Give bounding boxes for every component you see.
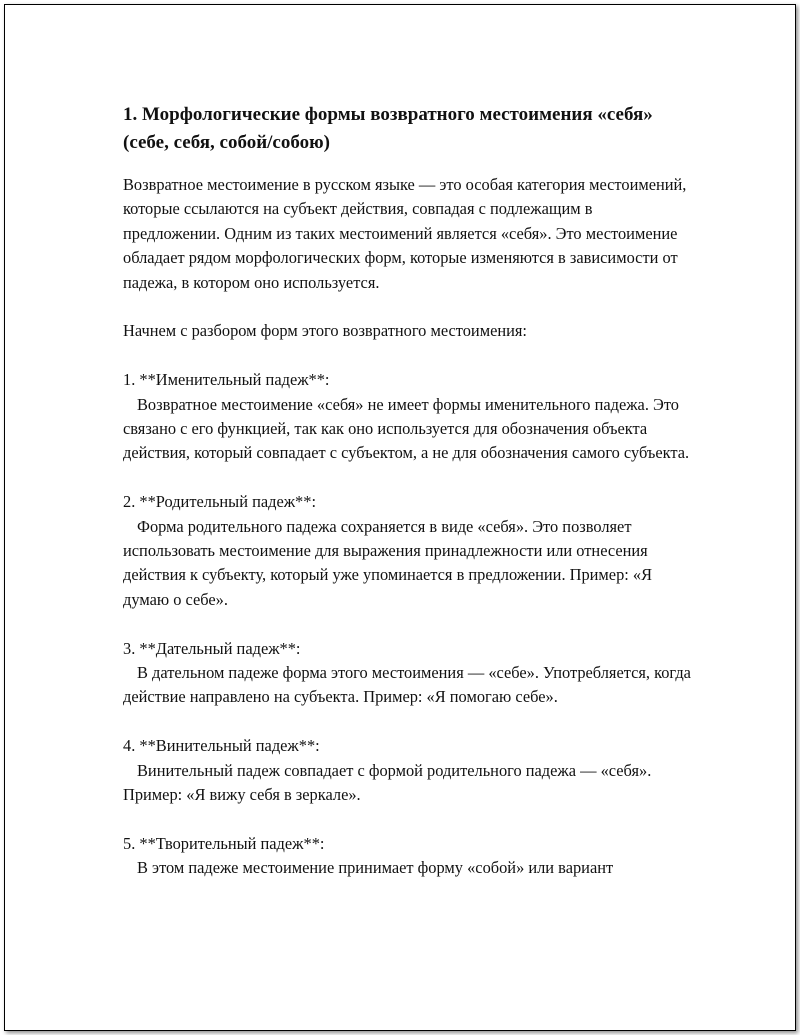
case-item — [123, 734, 693, 807]
intro-paragraph: Возвратное местоимение в русском языке — это особая категория местоимений, которые ссылаются на субъект действия, совпадая с подлежащим в предложении. Одним из таких местоимений является «себя». Это местоимение обладает рядом морфологических форм, которые изменяются в зависимости от падежа, в котором оно используется. — [123, 175, 687, 292]
case-item — [123, 368, 693, 466]
case-heading: 5. **Творительный падеж**: — [123, 833, 325, 853]
case-item — [123, 832, 693, 881]
case-item — [123, 490, 693, 612]
lead-paragraph: Начнем с разбором форм этого возвратного местоимения: — [123, 321, 527, 341]
case-text: В этом падеже местоимение принимает форму «собой» или вариант — [137, 858, 614, 878]
case-heading: 3. **Дательный падеж**: — [123, 638, 301, 658]
case-heading: 2. **Родительный падеж**: — [123, 492, 316, 512]
document-content — [123, 101, 693, 881]
case-text: Форма родительного падежа сохраняется в виде «себя». Это позволяет использовать местоимение для выражения принадлежности или отнесения действия к субъекту, который уже упоминается в предложении. Пример: «Я думаю о себе». — [123, 516, 653, 609]
case-heading: 4. **Винительный падеж**: — [123, 736, 320, 756]
section-title: 1. Морфологические формы возвратного местоимения «себя» (себе, себя, собой/собою) — [123, 104, 653, 153]
case-item — [123, 637, 693, 710]
document-page — [4, 4, 796, 1031]
case-text: В дательном падеже форма этого местоимения — «себе». Употребляется, когда действие направлено на субъекта. Пример: «Я помогаю себе». — [123, 663, 691, 707]
case-text: Возвратное местоимение «себя» не имеет формы именительного падежа. Это связано с его функцией, так как оно используется для обозначения объекта действия, который совпадает с субъектом, а не для обозначения самого субъекта. — [123, 394, 690, 463]
case-heading: 1. **Именительный падеж**: — [123, 370, 330, 390]
case-text: Винительный падеж совпадает с формой родительного падежа — «себя». Пример: «Я вижу себя в зеркале». — [123, 760, 652, 805]
